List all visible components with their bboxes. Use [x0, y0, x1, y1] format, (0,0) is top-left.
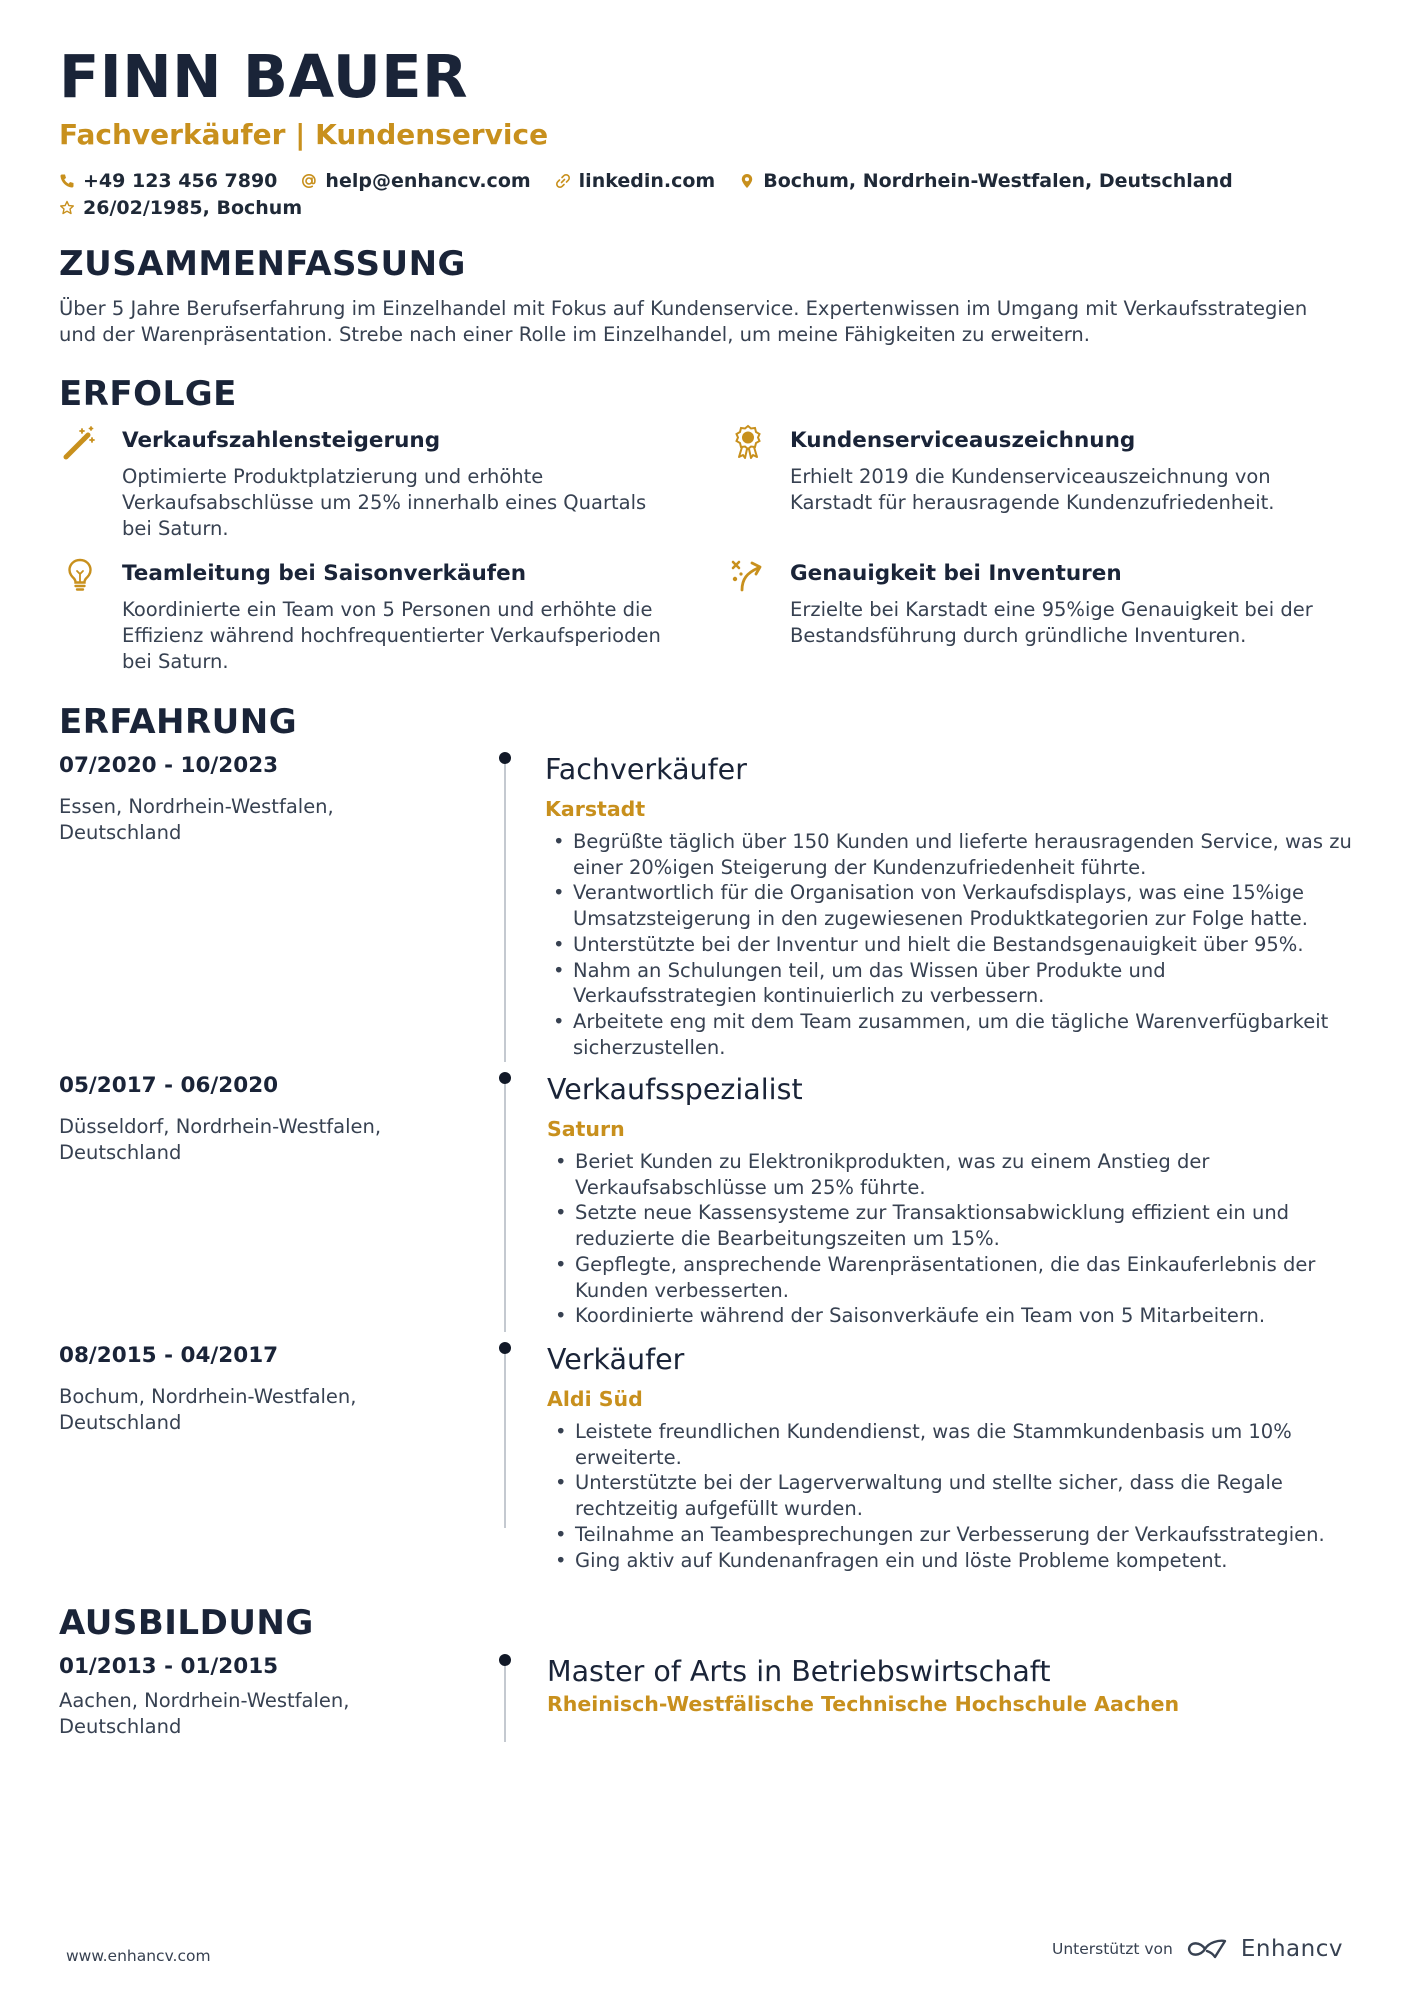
list-item: • Unterstützte bei der Inventur und hielt die Bestandsgenauigkeit über 95%.: [545, 932, 1355, 958]
list-item: • Setzte neue Kassensysteme zur Transaktionsabwicklung effizient ein und reduzierte die Bearbeitungszeiten um 15%.: [547, 1200, 1357, 1251]
achievement-title: Verkaufszahlensteigerung: [122, 428, 441, 453]
edu-school: Rheinisch-Westfälische Technische Hochschule Aachen: [547, 1692, 1180, 1716]
link-icon: [555, 173, 571, 189]
summary-heading: ZUSAMMENFASSUNG: [59, 244, 466, 284]
achievement-text: Koordinierte ein Team von 5 Personen und erhöhte die Effizienz während hochfrequentierter Verkaufsperioden bei Saturn.: [122, 598, 661, 673]
footer-website[interactable]: www.enhancv.com: [66, 1947, 211, 1965]
contact-row: [59, 170, 1233, 192]
magic-wand-icon: [62, 424, 98, 460]
powered-by-text: Unterstützt von: [1052, 1940, 1173, 1958]
candidate-title: Fachverkäufer | Kundenservice: [59, 118, 549, 151]
list-item: • Arbeitete eng mit dem Team zusammen, um die tägliche Warenverfügbarkeit sicherzustellen.: [545, 1009, 1355, 1060]
edu-degree: Master of Arts in Betriebswirtschaft: [547, 1655, 1051, 1688]
phone-text: +49 123 456 7890: [83, 170, 278, 192]
achievement-text: Erhielt 2019 die Kundenserviceauszeichnung von Karstadt für herausragende Kundenzufriedenheit.: [790, 465, 1275, 514]
birth-text: 26/02/1985, Bochum: [83, 197, 303, 219]
job-location: Essen, Nordrhein-Westfalen, Deutschland: [59, 795, 334, 844]
location-pin-icon: [739, 173, 755, 189]
achievement-title: Teamleitung bei Saisonverkäufen: [122, 561, 527, 586]
achievement-text: Optimierte Produktplatzierung und erhöhte Verkaufsabschlüsse um 25% innerhalb eines Quartals bei Saturn.: [122, 465, 647, 540]
timeline-line: [504, 1348, 506, 1528]
list-item: • Beriet Kunden zu Elektronikprodukten, was zu einem Anstieg der Verkaufsabschlüsse um 25% führte.: [547, 1149, 1357, 1200]
summary-text: Über 5 Jahre Berufserfahrung im Einzelhandel mit Fokus auf Kundenservice. Expertenwissen im Umgang mit Verkaufsstrategien und der Warenpräsentation. Strebe nach einer Rolle im Einzelhandel, um meine Fähigkeiten zu erweitern.: [59, 297, 1308, 346]
achievement-title: Genauigkeit bei Inventuren: [790, 561, 1122, 586]
timeline-line: [504, 756, 506, 1062]
linkedin-text: linkedin.com: [578, 170, 716, 192]
job-company: Karstadt: [545, 797, 646, 821]
achievements-heading: ERFOLGE: [59, 374, 237, 414]
email-text: help@enhancv.com: [325, 170, 531, 192]
brand-name: Enhancv: [1240, 1936, 1343, 1962]
job-role: Verkäufer: [547, 1343, 685, 1376]
timeline-dot: [499, 1072, 511, 1084]
list-item: • Unterstützte bei der Lagerverwaltung und stellte sicher, dass die Regale rechtzeitig aufgefüllt wurden.: [547, 1470, 1357, 1521]
strategy-arrow-icon: [730, 557, 766, 593]
job-dates: 05/2017 - 06/2020: [59, 1073, 279, 1098]
contact-row-2: [59, 197, 302, 219]
timeline-line: [504, 1078, 506, 1332]
list-item: • Teilnahme an Teambesprechungen zur Verbesserung der Verkaufsstrategien.: [547, 1522, 1357, 1548]
achievement-text: Erzielte bei Karstadt eine 95%ige Genauigkeit bei der Bestandsführung durch gründliche Inventuren.: [790, 598, 1313, 647]
job-location: Düsseldorf, Nordrhein-Westfalen, Deutschland: [59, 1115, 382, 1164]
candidate-name: FINN BAUER: [59, 42, 469, 111]
job-role: Verkaufsspezialist: [547, 1073, 803, 1106]
contact-location: [739, 170, 1233, 192]
list-item: • Begrüßte täglich über 150 Kunden und lieferte herausragenden Service, was zu einer 20%igen Steigerung der Kundenzufriedenheit führte.: [545, 829, 1355, 880]
list-item: • Koordinierte während der Saisonverkäufe ein Team von 5 Mitarbeitern.: [547, 1303, 1357, 1329]
job-company: Saturn: [547, 1117, 625, 1141]
footer-powered: [1052, 1936, 1343, 1962]
lightbulb-icon: [62, 557, 98, 593]
contact-phone: [59, 170, 277, 192]
edu-location: Aachen, Nordrhein-Westfalen, Deutschland: [59, 1689, 350, 1738]
list-item: • Nahm an Schulungen teil, um das Wissen über Produkte und Verkaufsstrategien kontinuierlich zu verbessern.: [545, 958, 1355, 1009]
job-bullets: [545, 829, 1355, 1060]
phone-icon: [59, 173, 75, 189]
achievement-title: Kundenserviceauszeichnung: [790, 428, 1136, 453]
edu-dates: 01/2013 - 01/2015: [59, 1654, 279, 1679]
timeline-dot: [499, 1342, 511, 1354]
timeline-dot: [499, 752, 511, 764]
job-bullets: [547, 1149, 1357, 1329]
job-company: Aldi Süd: [547, 1387, 643, 1411]
award-medal-icon: [730, 424, 766, 460]
list-item: • Ging aktiv auf Kundenanfragen ein und löste Probleme kompetent.: [547, 1548, 1357, 1574]
list-item: • Verantwortlich für die Organisation von Verkaufsdisplays, was eine 15%ige Umsatzsteigerung in den zugewiesenen Produktkategorien zur Folge hatte.: [545, 880, 1355, 931]
at-icon: [301, 173, 317, 189]
star-icon: [59, 200, 75, 216]
contact-birth: [59, 197, 302, 219]
location-text: Bochum, Nordrhein-Westfalen, Deutschland: [763, 170, 1233, 192]
timeline-dot: [499, 1654, 511, 1666]
job-dates: 07/2020 - 10/2023: [59, 753, 279, 778]
job-bullets: [547, 1419, 1357, 1573]
contact-email[interactable]: [301, 170, 530, 192]
job-location: Bochum, Nordrhein-Westfalen, Deutschland: [59, 1385, 357, 1434]
job-dates: 08/2015 - 04/2017: [59, 1343, 279, 1368]
enhancv-logo-icon: [1185, 1937, 1229, 1961]
list-item: • Leistete freundlichen Kundendienst, was die Stammkundenbasis um 10% erweiterte.: [547, 1419, 1357, 1470]
experience-heading: ERFAHRUNG: [59, 702, 298, 742]
job-role: Fachverkäufer: [545, 753, 747, 786]
list-item: • Gepflegte, ansprechende Warenpräsentationen, die das Einkauferlebnis der Kunden verbesserten.: [547, 1252, 1357, 1303]
education-heading: AUSBILDUNG: [59, 1603, 314, 1643]
contact-linkedin[interactable]: [555, 170, 716, 192]
timeline-line: [504, 1660, 506, 1742]
